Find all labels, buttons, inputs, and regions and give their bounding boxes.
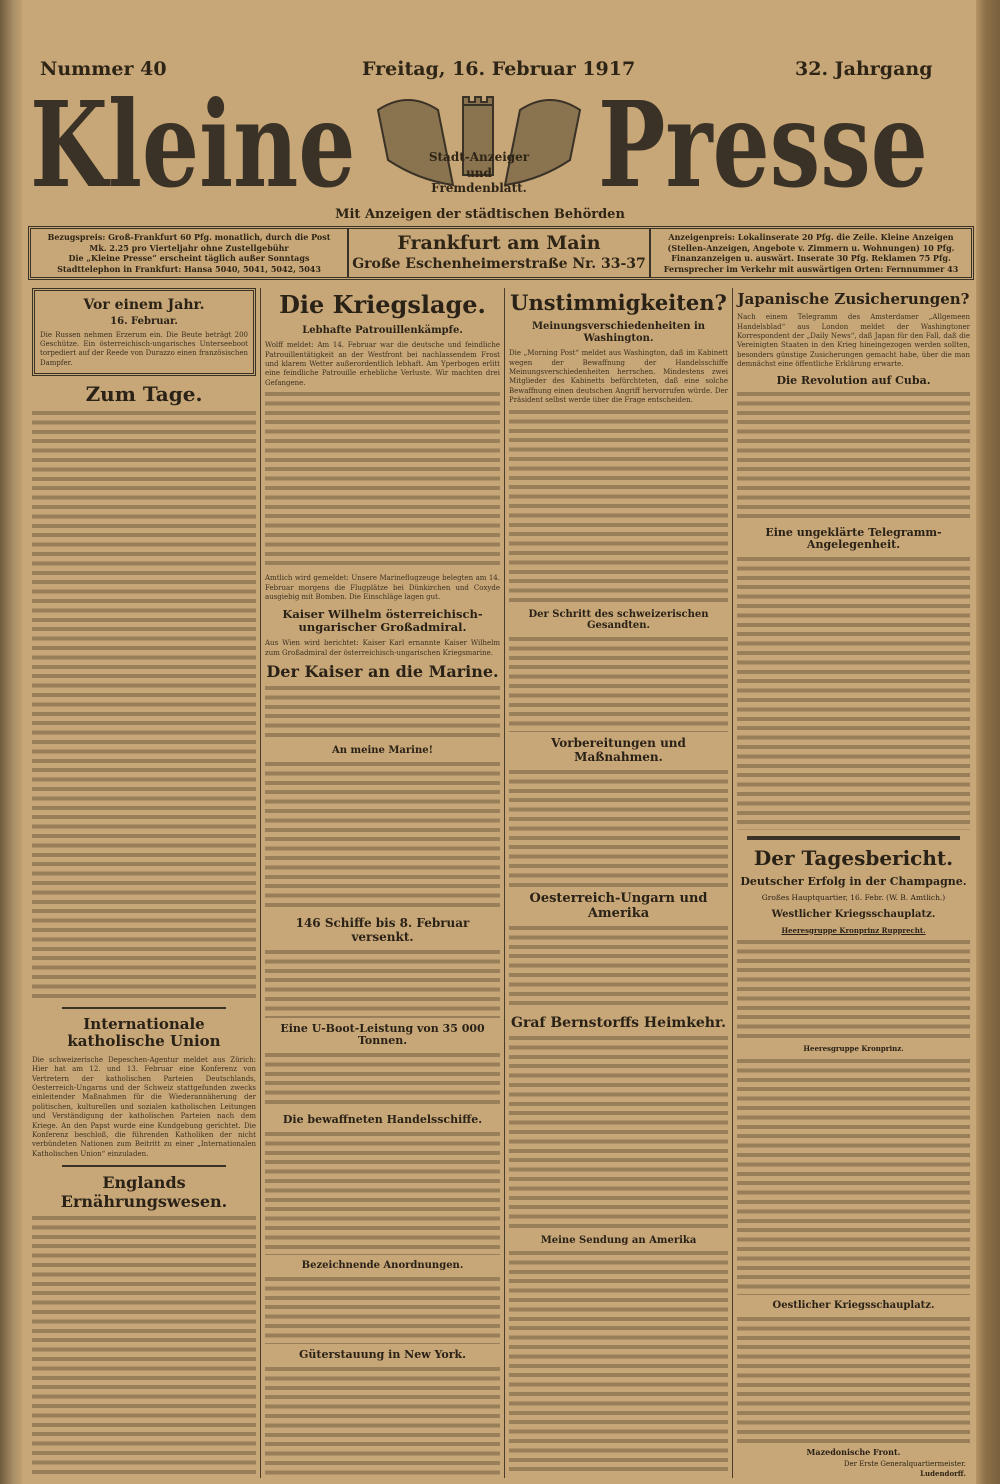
vor-einem-jahr-box (32, 288, 256, 376)
masthead-right: Presse (598, 75, 928, 214)
article-body-zum-tage (32, 411, 256, 1001)
headline-grossadmiral: Kaiser Wilhelm österreichisch-ungarischer Großadmiral. (282, 606, 483, 634)
subhead-westlicher: Westlicher Kriegsschauplatz. (771, 909, 936, 921)
column-4 (732, 288, 974, 1478)
headline-schritt-gesandten: Der Schritt des schweizerischen Gesandten. (528, 608, 709, 632)
column-2 (260, 288, 504, 1478)
columns (28, 288, 974, 1478)
article-body-text (737, 1059, 970, 1296)
headline-gueterstauung: Güterstauung in New York. (298, 1348, 467, 1362)
issue-number: Nummer 40 (40, 58, 167, 80)
subhead-rupprecht: Heeresgruppe Kronprinz Rupprecht. (781, 925, 926, 935)
subhead-patrouillen: Lebhafte Patrouillenkämpfe. (302, 324, 463, 336)
article-body-text (509, 926, 728, 1009)
column-3 (504, 288, 732, 1478)
page-edge-right (976, 0, 1000, 1484)
masthead-left: Kleine (30, 75, 356, 214)
page-body (28, 226, 974, 1478)
page-binding-left (0, 0, 22, 1484)
box-date: 16. Februar. (110, 316, 178, 328)
headline-cuba: Die Revolution auf Cuba. (776, 373, 931, 387)
headline-unstimmigkeiten: Unstimmigkeiten? (510, 290, 727, 315)
article-body-text (265, 1132, 500, 1255)
info-bar (28, 226, 974, 280)
headline-anordnungen: Bezeichnende Anordnungen. (301, 1260, 464, 1272)
subhead-mazedonien: Mazedonische Front. (806, 1446, 901, 1457)
article-body-text (509, 637, 728, 732)
subtitle-stadt-anzeiger: Stadt-Anzeiger (428, 150, 530, 164)
headline-tagesbericht: Der Tagesbericht. (753, 845, 954, 870)
box-title: Vor einem Jahr. (83, 297, 205, 313)
article-body-text (265, 1367, 500, 1476)
article-body-text (265, 762, 500, 913)
volume: 32. Jahrgang (795, 58, 933, 80)
hq-dateline: Großes Hauptquartier, 16. Febr. (W. B. Amtlich.) (761, 893, 946, 903)
subhead-champagne: Deutscher Erfolg in der Champagne. (740, 874, 967, 888)
article-body-text (737, 392, 970, 522)
advert-prices: Anzeigenpreis: Lokalinserate 20 Pfg. die Zeile. Kleine Anzeigen (Stellen-Anzeigen, Angebote v. Zimmern u. Wohnungen) 10 Pfg. Finanzanzeigen u. auswärt. Inserate 30 Pfg. Reklamen 75 Pfg. Fernsprecher im Verkehr mit auswärtigen Orten: Fernnummer 43 (663, 232, 959, 274)
headline-uboot-leistung: Eine U-Boot-Leistung von 35 000 Tonnen. (280, 1021, 485, 1048)
subtitle-fremdenblatt: und Fremdenblatt. (431, 166, 527, 195)
column-1 (28, 288, 260, 1478)
article-body-text (265, 1053, 500, 1110)
article-body-text (265, 392, 500, 570)
headline-oesterreich-amerika: Oesterreich-Ungarn und Amerika (529, 890, 708, 921)
article-body-text (737, 557, 970, 830)
headline-kaiser-marine: Der Kaiser an die Marine. (266, 661, 499, 681)
divider (62, 1165, 226, 1167)
subtitle-behoerden: Mit Anzeigen der städtischen Behörden (335, 207, 625, 222)
box-text: Die Russen nehmen Erzerum ein. Die Beute beträgt 200 Geschütze. Ein österreichisch-ungarisches Unterseeboot torpediert auf der Reede von Durazzo einen französischen Dampfer. (40, 330, 248, 367)
article-body-text (265, 950, 500, 1018)
article-body-washington: Die „Morning Post“ meldet aus Washington, daß im Kabinett wegen der Bewaffnung der Handelsschiffe Meinungsverschiedenheiten herrschen. Mindestens zwei Mitglieder des Kabinetts befürchteten, daß eine solche Bewaffnung einen deutschen Angriff hervorrufen würde. Der Präsident selbst werde über die Frage entscheiden. (509, 349, 728, 405)
headline-katholische-union: Internationale katholische Union (67, 1015, 221, 1051)
subhead-an-meine-marine: An meine Marine! (331, 745, 433, 757)
signature: Der Erste Generalquartiermeister. Ludendorff. (843, 1460, 966, 1479)
article-body-text (265, 1277, 500, 1345)
issue-date: Freitag, 16. Februar 1917 (362, 58, 636, 80)
headline-vorbereitungen: Vorbereitungen und Maßnahmen. (551, 736, 686, 764)
headline-telegramm: Eine ungeklärte Telegramm-Angelegenheit. (765, 525, 942, 552)
headline-englands-ernaehrung: Englands Ernährungswesen. (60, 1173, 228, 1211)
article-body-text (509, 1036, 728, 1230)
article-body-text (737, 1317, 970, 1443)
headline-zum-tage: Zum Tage. (85, 382, 203, 407)
divider (62, 1007, 226, 1009)
article-body-text (737, 940, 970, 1041)
article-body-text (509, 410, 728, 604)
article-body-text (509, 1251, 728, 1476)
subscription-info: Bezugspreis: Groß-Frankfurt 60 Pfg. monatlich, durch die Post Mk. 2.25 pro Vierteljahr ohne Zustellgebühr Die „Kleine Presse“ erscheint täglich außer Sonntags Stadttelephon in Frankfurt: Hansa 5040, 5041, 5042, 5043 (47, 232, 331, 274)
address-block: Frankfurt am Main Große Eschenheimerstraße Nr. 33-37 (347, 229, 651, 277)
article-body-japan: Nach einem Telegramm des Amsterdamer „Allgemeen Handelsblad“ aus London meldet der Washingtoner Korrespondent der „Daily News“, daß Japan für den Fall, daß die Vereinigten Staaten in den Krieg hineingezogen werden sollten, besonders günstige Zusicherungen gemacht habe, über die man demnächst eine öffentliche Erklärung erwarte. (737, 313, 970, 369)
subhead-sendung-amerika: Meine Sendung an Amerika (540, 1234, 697, 1246)
article-body-patrouillen: Wolff meldet: Am 14. Februar war die deutsche und feindliche Patrouillentätigkeit an der Westfront bei nachlassendem Frost und klarem Wetter außerordentlich lebhaft. Am Yperbogen erlitt eine feindliche Patrouille erhebliche Verluste. Wir machten drei Gefangene. (265, 341, 500, 387)
headline-bernstorff: Graf Bernstorffs Heimkehr. (511, 1014, 726, 1031)
headline-146-schiffe: 146 Schiffe bis 8. Februar versenkt. (295, 916, 470, 945)
headline-kriegslage: Die Kriegslage. (279, 290, 486, 319)
subhead-washington: Meinungsverschiedenheiten in Washington. (531, 321, 706, 344)
headline-handelsschiffe: Die bewaffneten Handelsschiffe. (282, 1113, 483, 1127)
article-body-grossadmiral: Aus Wien wird berichtet: Kaiser Karl ernannte Kaiser Wilhelm zum Großadmiral der österreichisch-ungarischen Kriegsmarine. (265, 639, 500, 657)
subhead-kronprinz: Heeresgruppe Kronprinz. (803, 1044, 904, 1054)
subhead-oestlicher: Oestlicher Kriegsschauplatz. (772, 1300, 935, 1312)
headline-japan: Japanische Zusicherungen? (737, 290, 970, 308)
article-body-amtlich: Amtlich wird gemeldet: Unsere Marineflugzeuge belegten am 14. Februar morgens die Flugplätze bei Dünkirchen und Coxyde ausgiebig mit Bomben. Die Einschläge lagen gut. (265, 574, 500, 602)
article-body-england (32, 1216, 256, 1476)
divider (747, 836, 960, 840)
article-body-text (509, 770, 728, 887)
article-body-text (265, 686, 500, 740)
article-body-union: Die schweizerische Depeschen-Agentur meldet aus Zürich: Hier hat am 12. und 13. Februar eine Konferenz von Vertretern der katholischen Parteien Deutschlands, Oesterreich-Ungarns und der Schweiz stattgefunden zwecks einleitender Maßnahmen für die Wiederannäherung der politischen, kulturellen und sozialen katholischen Leitungen und Verständigung der katholischen Parteien nach dem Kriege. An den Papst wurde eine Kundgebung gerichtet. Die Konferenz beschloß, die führenden Katholiken der nicht verbündeten Nationen zum Beitritt zu einer „Internationalen Katholischen Union“ einzuladen. (32, 1055, 256, 1158)
